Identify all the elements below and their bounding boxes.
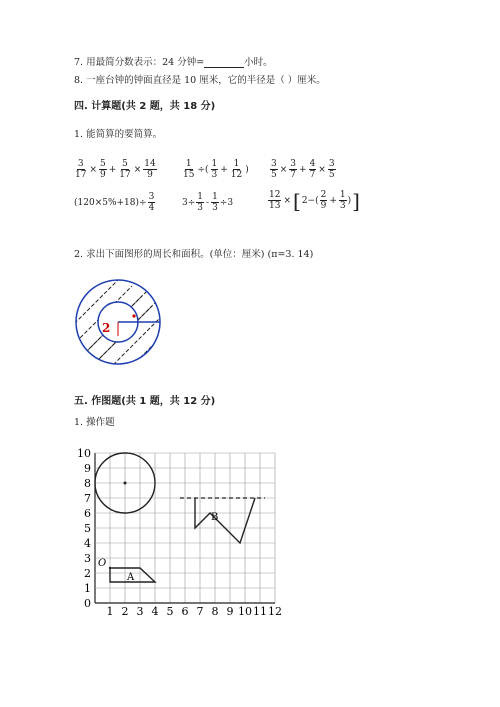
x-axis-labels [107, 605, 283, 618]
x-tick-label: 9 [226, 605, 234, 618]
grid-figure [77, 446, 282, 618]
x-tick-label: 8 [211, 605, 219, 618]
x-tick-label: 10 [238, 605, 252, 618]
y-tick-label: 6 [84, 507, 91, 520]
y-tick-label: 2 [84, 567, 91, 580]
section-4-q2: 2. 求出下面图形的周长和面积。(单位：厘米) (π=3. 14) [74, 249, 314, 260]
fraction: $\frac{4}{7}$ [309, 159, 316, 180]
fraction: $\frac{1}{3}$ [197, 192, 204, 213]
y-tick-label: 0 [84, 597, 91, 610]
y-tick-label: 10 [77, 447, 91, 460]
x-tick-label: 11 [253, 605, 267, 618]
y-tick-label: 9 [84, 462, 91, 475]
fraction: $\frac{5}{17}$ [119, 159, 131, 180]
x-tick-label: 6 [181, 605, 189, 618]
x-tick-label: 12 [268, 605, 282, 618]
y-tick-label: 1 [84, 582, 91, 595]
section-4-q1: 1. 能简算的要简算。 [74, 129, 163, 140]
origin-point [109, 567, 111, 569]
expr-r1c1: $\frac{3}{17}$ × $\frac{5}{9}$ + $\frac{5}{17}$ × $\frac{14}{9}$ [75, 159, 156, 180]
figure-label: 2 [102, 321, 111, 335]
section-5-q1: 1. 操作题 [74, 417, 115, 428]
x-tick-label: 3 [136, 605, 144, 618]
fraction: $\frac{1}{3}$ [211, 159, 218, 180]
fraction: $\frac{1}{12}$ [230, 159, 243, 180]
fraction: $\frac{3}{5}$ [328, 159, 335, 180]
expr-r2c3: $\frac{12}{13}$ × [ 2−( $\frac{2}{9}$ + $\frac{1}{3}$ ) ] [269, 188, 360, 213]
fraction: $\frac{5}{9}$ [100, 159, 106, 180]
expr-r2c2: 3÷ $\frac{1}{3}$ - $\frac{1}{3}$ ÷3 [182, 192, 234, 213]
x-tick-label: 5 [166, 605, 174, 618]
fraction: $\frac{1}{3}$ [339, 190, 346, 211]
expr-r2c1: (120×5%+18)÷ $\frac{3}{4}$ [74, 192, 155, 213]
question-8: 8. 一座台钟的钟面直径是 10 厘米，它的半径是（ ）厘米。 [74, 75, 326, 86]
question-7 [74, 54, 273, 68]
fraction: $\frac{14}{9}$ [144, 159, 156, 180]
y-tick-label: 8 [84, 477, 91, 490]
shape-b [195, 498, 255, 543]
fraction: $\frac{2}{9}$ [320, 190, 327, 211]
fraction: $\frac{12}{13}$ [269, 190, 281, 211]
center-point [132, 314, 135, 317]
grid-lines [95, 453, 275, 603]
answer-blank [204, 57, 244, 68]
shape-b-label: B [211, 512, 219, 523]
y-tick-label: 5 [84, 522, 91, 535]
fraction: $\frac{1}{3}$ [212, 192, 218, 213]
q7-suffix: 小时。 [244, 57, 273, 68]
x-tick-label: 7 [196, 605, 204, 618]
circle-center-point [124, 482, 127, 485]
ring-figure [72, 276, 164, 368]
origin-label: O [98, 558, 107, 569]
section-4-title: 四. 计算题(共 2 题，共 18 分) [74, 101, 216, 112]
fraction: $\frac{3}{17}$ [75, 159, 87, 180]
x-tick-label: 4 [151, 605, 159, 618]
y-axis-labels [77, 447, 91, 610]
fraction: $\frac{3}{5}$ [271, 159, 277, 180]
x-tick-label: 1 [106, 605, 114, 618]
shape-a-label: A [127, 572, 135, 583]
y-tick-label: 7 [84, 492, 91, 505]
x-tick-label: 2 [121, 605, 129, 618]
y-tick-label: 3 [84, 552, 91, 565]
expr-r1c2: $\frac{1}{15}$ ÷( $\frac{1}{3}$ + $\frac{1}{12}$ ) [183, 159, 249, 180]
expr-r1c3: $\frac{3}{5}$ × $\frac{3}{7}$ + $\frac{4}{7}$ × $\frac{3}{5}$ [271, 159, 335, 180]
fraction: $\frac{3}{7}$ [290, 159, 297, 180]
section-5-title: 五. 作图题(共 1 题，共 12 分) [74, 396, 216, 407]
q7-prefix: 7. 用最简分数表示：24 分钟= [74, 57, 205, 68]
fraction: $\frac{3}{4}$ [148, 192, 155, 213]
y-tick-label: 4 [84, 537, 91, 550]
fraction: $\frac{1}{15}$ [183, 159, 195, 180]
